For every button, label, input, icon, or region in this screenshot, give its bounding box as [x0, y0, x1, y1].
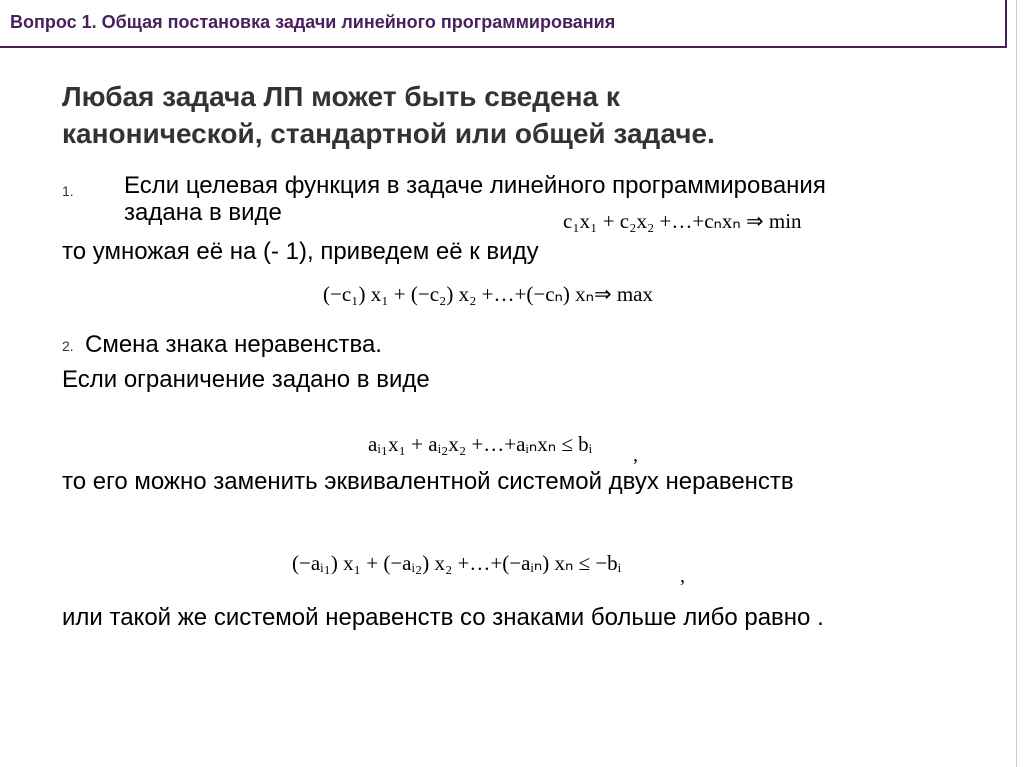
constraint-formula: aᵢ₁x₁ + aᵢ₂x₂ +…+aᵢₙxₙ ≤ bᵢ [368, 432, 593, 456]
item-2-label: Смена знака неравенства. [85, 331, 382, 358]
slide-title: Вопрос 1. Общая постановка задачи линейного программирования [10, 12, 616, 32]
constraint-comma: , [633, 444, 638, 466]
headline-line-2: канонической, стандартной или общей задаче. [62, 118, 715, 149]
slide-header [0, 0, 1024, 48]
item-1-number: 1. [62, 183, 74, 199]
item-2-closing-text: или такой же системой неравенств со знаками больше либо равно . [62, 604, 824, 631]
header-side-divider [1005, 0, 1007, 48]
negated-constraint-formula: (−aᵢ₁) x₁ + (−aᵢ₂) x₂ +…+(−aᵢₙ) xₙ ≤ −bᵢ [292, 551, 622, 575]
item-1-text-line-2: задана в виде [124, 199, 282, 226]
headline [62, 78, 962, 152]
objective-max-formula: (−c₁) x₁ + (−c₂) x₂ +…+(−cₙ) xₙ⇒ max [323, 282, 654, 306]
item-1-text-line-1: Если целевая функция в задаче линейного программирования [124, 172, 826, 199]
page-edge-line [1016, 0, 1017, 767]
headline-line-1: Любая задача ЛП может быть сведена к [62, 81, 620, 112]
item-2-text-line-1: Если ограничение задано в виде [62, 366, 430, 393]
objective-min-formula: c₁x₁ + c₂x₂ +…+cₙxₙ ⇒ min [563, 209, 802, 233]
header-divider [0, 46, 1005, 48]
item-1-transform-text: то умножая её на (- 1), приведем её к виду [62, 238, 539, 265]
negated-constraint-comma: , [680, 565, 685, 587]
item-2-equivalent-text: то его можно заменить эквивалентной системой двух неравенств [62, 468, 794, 495]
item-2-number: 2. [62, 338, 74, 354]
